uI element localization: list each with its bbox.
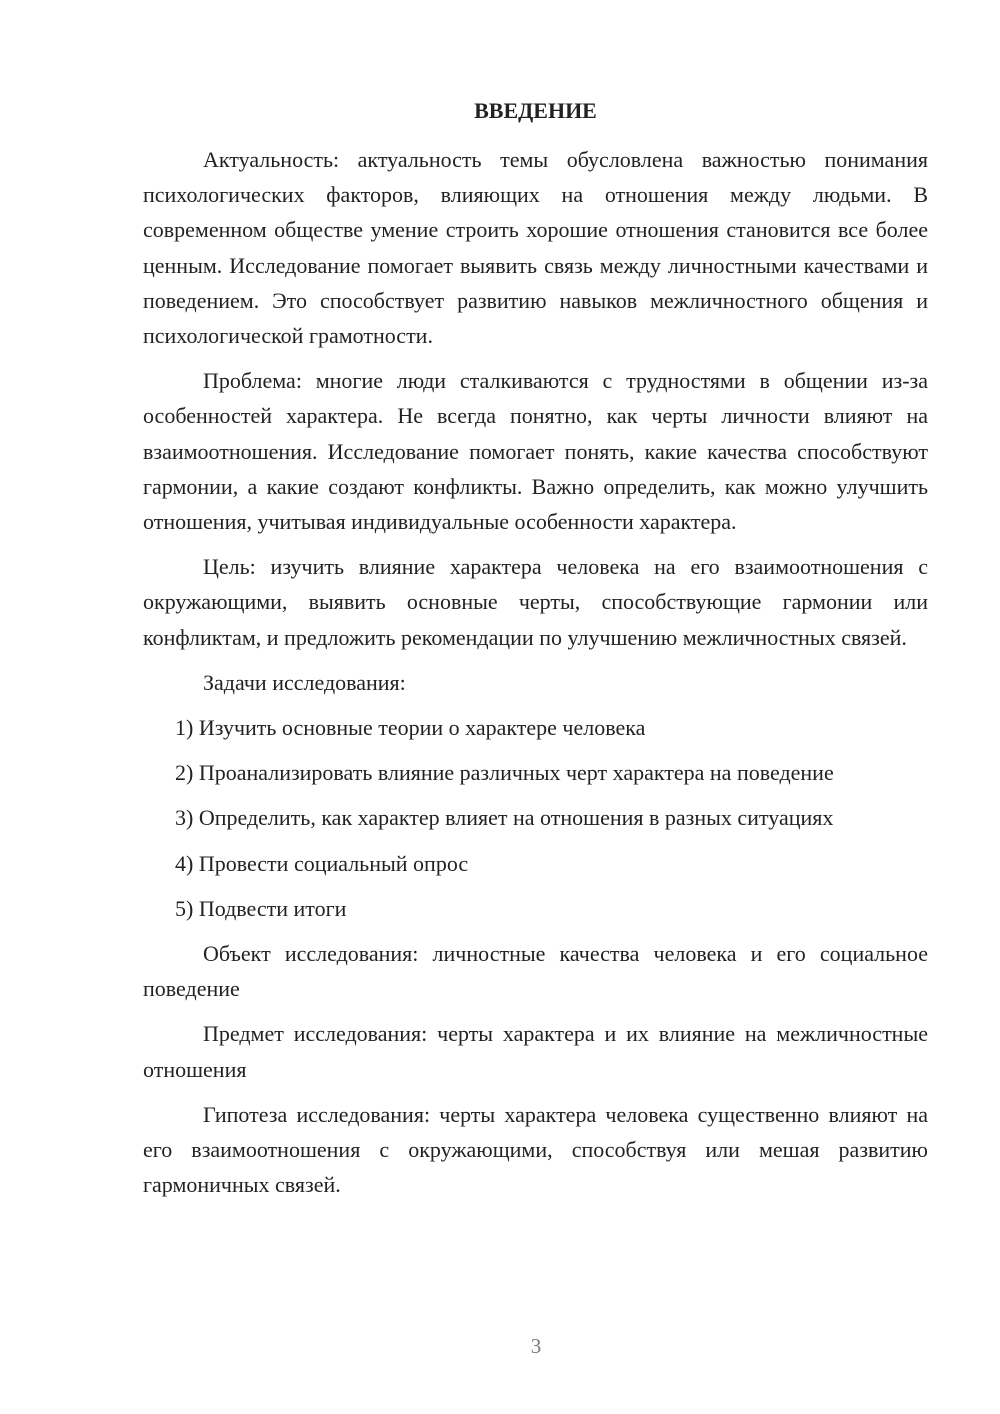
goal-paragraph: Цель: изучить влияние характера человека на его взаимоотношения с окружающими, выявить основные черты, способствующие гармонии или конфликтам, и предложить рекомендации по улучшению межличностных связей. [143, 554, 928, 650]
list-item: 3) Определить, как характер влияет на отношения в разных ситуациях [175, 805, 834, 831]
problem-paragraph: Проблема: многие люди сталкиваются с трудностями в общении из-за особенностей характера. Не всегда понятно, как черты личности влияют на взаимоотношения. Исследование помогает понять, какие качества способствуют гармонии, а какие создают конфликты. Важно определить, как можно улучшить отношения, учитывая индивидуальные особенности характера. [143, 368, 928, 535]
subject-paragraph: Предмет исследования: черты характера и их влияние на межличностные отношения [143, 1021, 928, 1082]
list-item: 5) Подвести итоги [175, 895, 347, 921]
document-body [143, 142, 928, 1212]
object-paragraph: Объект исследования: личностные качества человека и его социальное поведение [143, 941, 928, 1002]
relevance-paragraph: Актуальность: актуальность темы обусловлена важностью понимания психологических факторов, влияющих на отношения между людьми. В современном обществе умение строить хорошие отношения становится все более ценным. Исследование помогает выявить связь между личностными качествами и поведением. Это способствует развитию навыков межличностного общения и психологической грамотности. [143, 147, 928, 349]
list-item: 2) Проанализировать влияние различных черт характера на поведение [175, 760, 834, 786]
hypothesis-paragraph: Гипотеза исследования: черты характера человека существенно влияют на его взаимоотношения с окружающими, способствуя или мешая развитию гармоничных связей. [143, 1101, 928, 1198]
tasks-title: Задачи исследования: [203, 669, 406, 695]
section-heading: ВВЕДЕНИЕ [474, 98, 597, 123]
list-item: 1) Изучить основные теории о характере человека [175, 715, 646, 741]
page-number: 3 [530, 1334, 542, 1358]
tasks-list [143, 710, 928, 926]
list-item: 4) Провести социальный опрос [175, 850, 469, 876]
